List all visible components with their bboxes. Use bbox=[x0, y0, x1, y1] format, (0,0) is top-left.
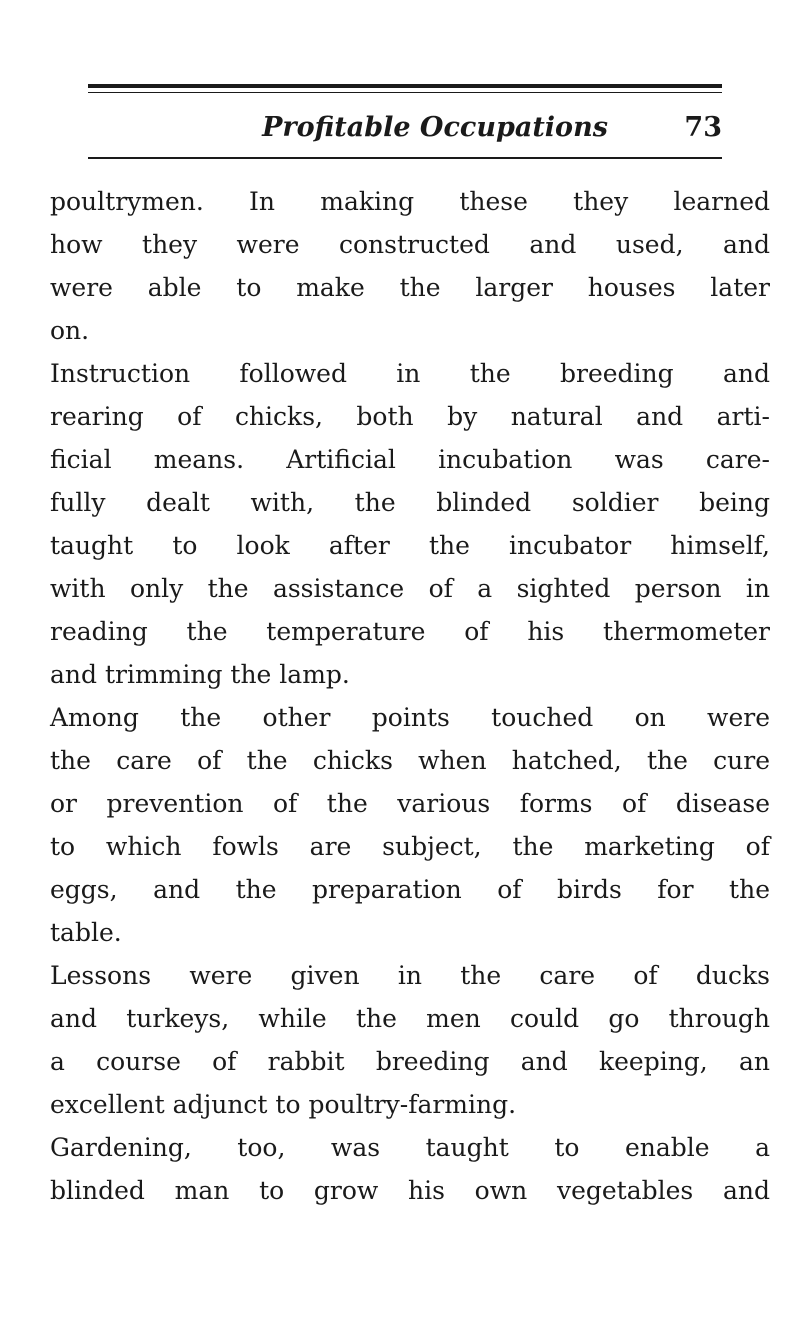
text-line: ficial means. Artificial incubation was care- bbox=[50, 445, 770, 474]
text-line: blinded man to grow his own vegetables and bbox=[50, 1176, 770, 1205]
text-line: and trimming the lamp. bbox=[50, 660, 350, 689]
header-rule-thin bbox=[88, 92, 722, 93]
text-line: to which fowls are subject, the marketing of bbox=[50, 832, 770, 861]
text-line: and turkeys, while the men could go through bbox=[50, 1004, 770, 1033]
text-line: were able to make the larger houses later bbox=[50, 273, 770, 302]
text-line: taught to look after the incubator himself, bbox=[50, 531, 770, 560]
text-line: poultrymen. In making these they learned bbox=[50, 187, 770, 216]
text-line: eggs, and the preparation of birds for the bbox=[50, 875, 770, 904]
text-line: on. bbox=[50, 316, 90, 345]
text-line: Lessons were given in the care of ducks bbox=[50, 961, 770, 990]
text-line: Instruction followed in the breeding and bbox=[50, 359, 770, 388]
text-line: Gardening, too, was taught to enable a bbox=[50, 1133, 770, 1162]
body-text bbox=[50, 180, 770, 1212]
text-line: table. bbox=[50, 918, 122, 947]
text-line: fully dealt with, the blinded soldier being bbox=[50, 488, 770, 517]
text-line: how they were constructed and used, and bbox=[50, 230, 770, 259]
text-line: a course of rabbit breeding and keeping, an bbox=[50, 1047, 770, 1076]
text-line: rearing of chicks, both by natural and arti- bbox=[50, 402, 770, 431]
text-line: Among the other points touched on were bbox=[50, 703, 770, 732]
text-line: excellent adjunct to poultry-farming. bbox=[50, 1090, 517, 1119]
running-head bbox=[88, 108, 722, 148]
header-rule-bottom bbox=[88, 157, 722, 159]
text-line: with only the assistance of a sighted person in bbox=[50, 574, 770, 603]
text-line: reading the temperature of his thermometer bbox=[50, 617, 770, 646]
page-number: 73 bbox=[684, 112, 722, 143]
text-line: the care of the chicks when hatched, the cure bbox=[50, 746, 770, 775]
text-line: or prevention of the various forms of disease bbox=[50, 789, 770, 818]
running-title: Profitable Occupations bbox=[262, 112, 608, 143]
header-rule-thick bbox=[88, 84, 722, 88]
